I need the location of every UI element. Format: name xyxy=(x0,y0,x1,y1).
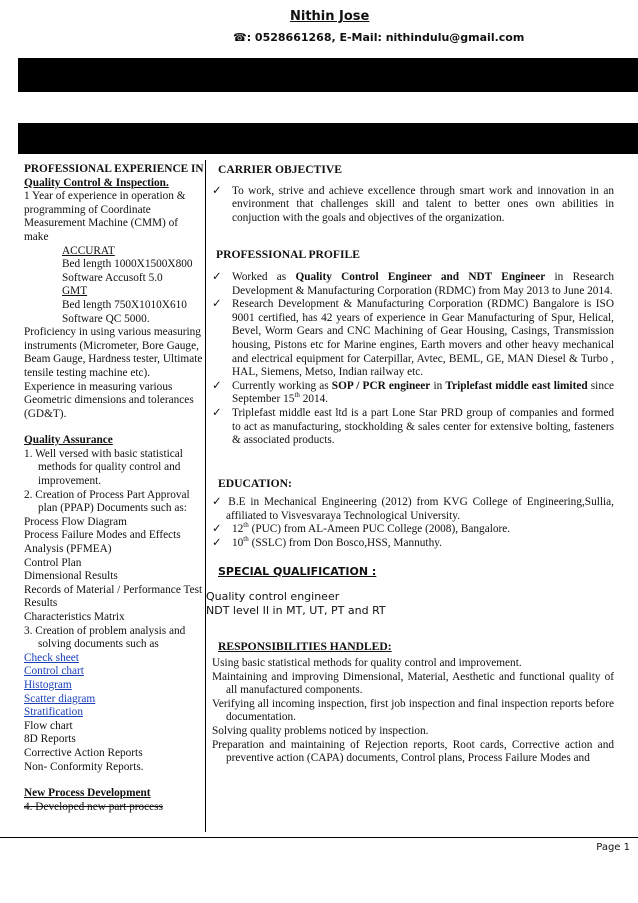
candidate-name: Nithin Jose xyxy=(290,9,370,24)
check-icon: ✓ xyxy=(212,298,222,311)
education-title: EDUCATION: xyxy=(218,476,292,490)
ppap-item: Process Flow Diagram xyxy=(24,515,127,528)
profile-item-1: ✓ Worked as Quality Control Engineer and NDT Engineer in Research Development & Manufacturing Corporation (RDMC) from May 2013 to June 2014. xyxy=(212,270,614,297)
responsibility-item: Preparation and maintaining of Rejection reports, Root cards, Corrective action and preventive action (CAPA) documents, Control plans, Process Failure Modes and xyxy=(212,738,614,765)
qa-item-3: 3. Creation of problem analysis and solving documents such as xyxy=(24,624,186,651)
responsibilities-title: RESPONSIBILITIES HANDLED: xyxy=(218,640,392,654)
check-icon: ✓ xyxy=(212,496,224,509)
ppap-item: Process Failure Modes and Effects Analysis (PFMEA) xyxy=(24,529,181,556)
ppap-item: Records of Material / Performance Test Results xyxy=(24,583,203,610)
profile-item-2: ✓ Research Development & Manufacturing Corporation (RDMC) Bangalore is ISO 9001 certified, has 42 years of experience in Gear Manufacturing of Spur, Helical, Bevel, Worm Gears and CNC Machining of Gear Housing, Casings, Transmission housing, Pistons etc for Marine engines, Earth movers and other heavy mechanical and electrical equipment for Caterpillar, Avtec, BEML, GE, MAN Diesel & Turbo , HAL, Siemens, Metso, Indian railway etc. xyxy=(212,298,614,379)
profile-title: PROFESSIONAL PROFILE xyxy=(216,248,360,262)
responsibility-item: Solving quality problems noticed by inspection. xyxy=(212,725,429,737)
qc-text: 1 Year of experience in operation & programming of Coordinate Measurement Machine (CMM) of make xyxy=(24,190,186,243)
special-qualification-item: Quality control engineer xyxy=(206,590,340,604)
education-item-3: ✓ 10th (SSLC) from Don Bosco,HSS, Mannuthy. xyxy=(212,535,442,550)
left-column xyxy=(24,163,204,836)
footer-rule xyxy=(0,837,638,838)
link-scatter-diagram[interactable]: Scatter diagram xyxy=(24,692,96,705)
qa-item-1: 1. Well versed with basic statistical methods for quality control and improvement. xyxy=(24,447,183,488)
check-icon: ✓ xyxy=(212,379,222,392)
education-item-2: ✓ 12th (PUC) from AL-Ameen PUC College (2008), Bangalore. xyxy=(212,521,511,536)
check-icon: ✓ xyxy=(212,537,222,550)
column-divider xyxy=(205,160,206,832)
objective-text: ✓ To work, strive and achieve excellence through smart work and innovation in an environment that challenges skill and talent to better ones own abilities in conjuction with the goals and objectives of the organization. xyxy=(212,184,614,224)
responsibility-item: Using basic statistical methods for quality control and improvement. xyxy=(212,657,522,670)
machine-accurat: ACCURAT xyxy=(62,244,115,257)
npd-title: New Process Development xyxy=(24,787,151,800)
link-stratification[interactable]: Stratification xyxy=(24,706,83,719)
profile-item-3: ✓ Currently working as SOP / PCR engineer in Triplefast middle east limited since September 15th 2014. xyxy=(212,379,614,406)
right-column xyxy=(206,163,614,766)
experience-heading: PROFESSIONAL EXPERIENCE IN xyxy=(24,163,204,175)
page-number: Page 1 xyxy=(596,842,630,853)
link-control-chart[interactable]: Control chart xyxy=(24,665,84,678)
header-bar-bottom xyxy=(18,123,638,154)
accurat-bed: Bed length 1000X1500X800 xyxy=(62,258,193,271)
instrument-proficiency: Proficiency in using various measuring instruments (Micrometer, Bore Gauge, Beam Gauge, Hardness tester, Ultimate tensile testing machine etc). xyxy=(24,326,203,379)
qc-title: Quality Control & Inspection. xyxy=(24,176,169,189)
tool-item: 8D Reports xyxy=(24,733,76,746)
tool-item: Non- Conformity Reports. xyxy=(24,760,144,773)
check-icon: ✓ xyxy=(212,523,222,536)
tool-item: Corrective Action Reports xyxy=(24,746,143,759)
ppap-item: Control Plan xyxy=(24,556,82,569)
link-check-sheet[interactable]: Check sheet xyxy=(24,651,79,664)
gdt-experience: Experience in measuring various Geometric dimensions and tolerances (GD&T). xyxy=(24,380,194,420)
machine-gmt: GMT xyxy=(62,285,88,298)
check-icon: ✓ xyxy=(212,406,222,419)
objective-title: CARRIER OBJECTIVE xyxy=(218,163,343,176)
profile-item-4: ✓ Triplefast middle east ltd is a part Lone Star PRD group of companies and formed to act as manufacturing, stockholding & sales center for extensive bolting, fasteners & associated products. xyxy=(212,406,614,447)
contact-line: ☎: 0528661268, E-Mail: nithindulu@gmail.com xyxy=(233,31,525,44)
npd-item-1: 4. Developed new part process xyxy=(24,800,163,813)
qa-item-2: 2. Creation of Process Part Approval plan (PPAP) Documents such as: xyxy=(24,488,190,515)
check-icon: ✓ xyxy=(212,270,222,283)
education-item-1: ✓ B.E in Mechanical Engineering (2012) from KVG College of Engineering,Sullia, affiliated to Visvesvaraya Technological University. xyxy=(212,496,614,522)
header-bar-top xyxy=(18,58,638,92)
accurat-software: Software Accusoft 5.0 xyxy=(62,271,163,284)
special-qualification-item: NDT level II in MT, UT, PT and RT xyxy=(206,603,386,617)
gmt-bed: Bed length 750X1010X610 xyxy=(62,298,187,311)
ppap-item: Characteristics Matrix xyxy=(24,611,125,623)
responsibility-item: Verifying all incoming inspection, first job inspection and final inspection reports before documentation. xyxy=(212,697,614,724)
gmt-software: Software QC 5000. xyxy=(62,312,150,325)
link-histogram[interactable]: Histogram xyxy=(24,678,72,691)
ppap-item: Dimensional Results xyxy=(24,570,118,583)
tool-item: Flow chart xyxy=(24,719,73,732)
qa-title: Quality Assurance xyxy=(24,434,113,447)
special-qualification-title: SPECIAL QUALIFICATION : xyxy=(218,564,377,578)
check-icon: ✓ xyxy=(212,184,222,197)
responsibility-item: Maintaining and improving Dimensional, Material, Aesthetic and functional quality of all manufactured components. xyxy=(212,670,614,697)
